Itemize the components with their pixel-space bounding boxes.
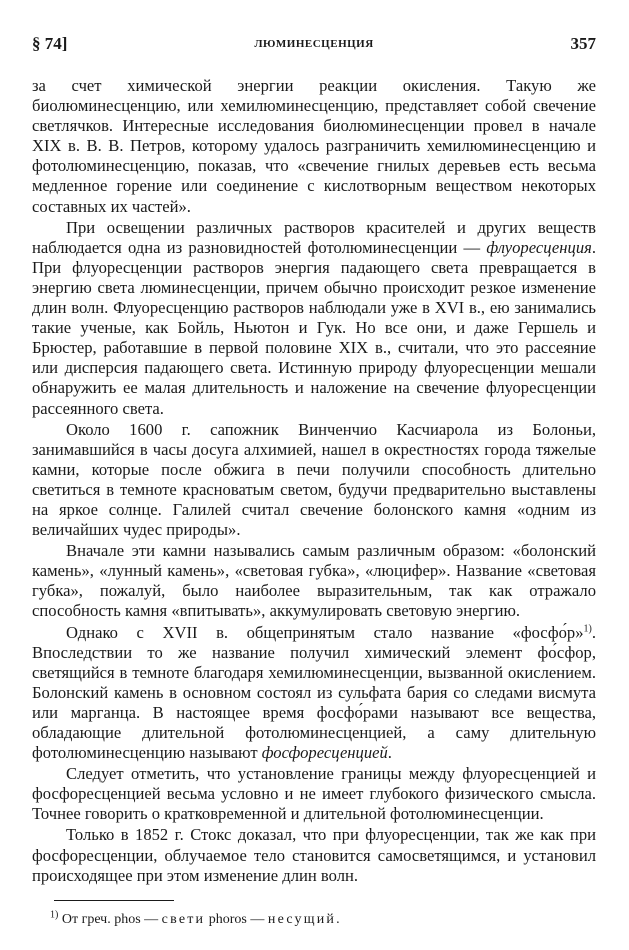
paragraph <box>32 623 596 764</box>
footnote-ref: 1) <box>583 623 592 634</box>
book-page <box>32 34 596 929</box>
paragraph <box>32 218 596 419</box>
footnote <box>50 911 596 929</box>
footnote-word-bearing: несущий <box>267 911 337 927</box>
text-run: При освещении различных растворов красителей и других веществ наблюдается одна из разновидностей фотолюминесценции — <box>32 217 596 257</box>
text-run: Следует отметить, что установление границы между флуоресценцией и фосфоресценцией весьма условно и не имеет глубокого физического смысла. Точнее говорить о кратковременной и длительной фотолюминесценции. <box>32 764 596 824</box>
footnote-end: . <box>336 911 340 927</box>
paragraph <box>32 764 596 824</box>
paragraph <box>32 541 596 621</box>
footnote-word-light: свети <box>161 911 206 927</box>
paragraph <box>32 825 596 885</box>
text-run: . <box>387 743 392 763</box>
italic-term: флуоресценция <box>486 237 592 257</box>
running-title: ЛЮМИНЕСЦЕНЦИЯ <box>254 38 374 50</box>
paragraph <box>32 420 596 541</box>
text-run: за счет химической энергии реакции окисления. Такую же биолюминесценцию, или хемилюминесценцию, представляет собой свечение светлячков. Интересные исследования биолюминесценции провел в начале XIX в. В. В. Петров, которому удалось разграничить хемилюминесценцию и фотолюминесценцию, показав, что «свечение гнилых деревьев есть весьма медленное горение или соединение с кислотворным веществом некоторых составных их частей». <box>32 76 596 216</box>
footnote-divider <box>54 900 174 901</box>
text-run: . Впоследствии то же название получил химический элемент фо́сфор, светящийся в темноте благодаря хемилюминесценции, вызванной окислением. Болонский камень в основном состоял из сульфата бария со следами висмута или марганца. В настоящее время фосфо́рами называют все вещества, обладающие длительной фотолюминесценцией, а саму длительную фотолюминесценцию называют <box>32 622 596 763</box>
italic-term: фосфоресценцией <box>261 743 388 763</box>
text-run: Однако с XVII в. общепринятым стало название «фосфо́р» <box>66 622 584 642</box>
body-text <box>32 76 596 886</box>
paragraph <box>32 76 596 217</box>
text-run: . При флуоресценции растворов энергия падающего света превращается в энергию света люминесценции, причем обычно происходит резкое изменение длин волн. Флуоресценцию растворов наблюдали уже в XVI в., ею занимались такие ученые, как Бойль, Ньютон и Гук. Но все они, и даже Гершель и Брюстер, работавшие в первой половине XIX в., считали, что это рассеяние или дисперсия падающего света. Истинную природу флуоресценции мешали обнаружить ее малая длительность и наложение на свечение флуоресценции рассеянного света. <box>32 237 596 418</box>
footnote-marker: 1) <box>50 909 59 921</box>
footnote-lead: От греч. phos — <box>58 911 162 927</box>
page-number: 357 <box>570 34 596 53</box>
text-run: Только в 1852 г. Стокс доказал, что при флуоресценции, так же как при фосфоресценции, облучаемое тело становится самосветящимся, и установил происходящее при этом изменение длин волн. <box>32 825 596 885</box>
section-number: § 74] <box>32 34 68 53</box>
page-header <box>32 34 596 62</box>
text-run: Вначале эти камни назывались самым различным образом: «болонский камень», «лунный камень», «световая губка», «люцифер». Название «световая губка», пожалуй, было наиболее выразительным, так как отражало способность камня «впитывать», аккумулировать световую энергию. <box>32 541 596 621</box>
footnote-middle: phoros — <box>205 911 268 927</box>
text-run: Около 1600 г. сапожник Винченчио Касчиарола из Болоньи, занимавшийся в часы досуга алхимией, нашел в окрестностях города тяжелые камни, которые после обжига в печи получили способность длительно светиться в темноте красноватым светом, будучи предварительно выставлены на яркое солнце. Галилей считал свечение болонского камня «одним из величайших чудес природы». <box>32 419 596 540</box>
